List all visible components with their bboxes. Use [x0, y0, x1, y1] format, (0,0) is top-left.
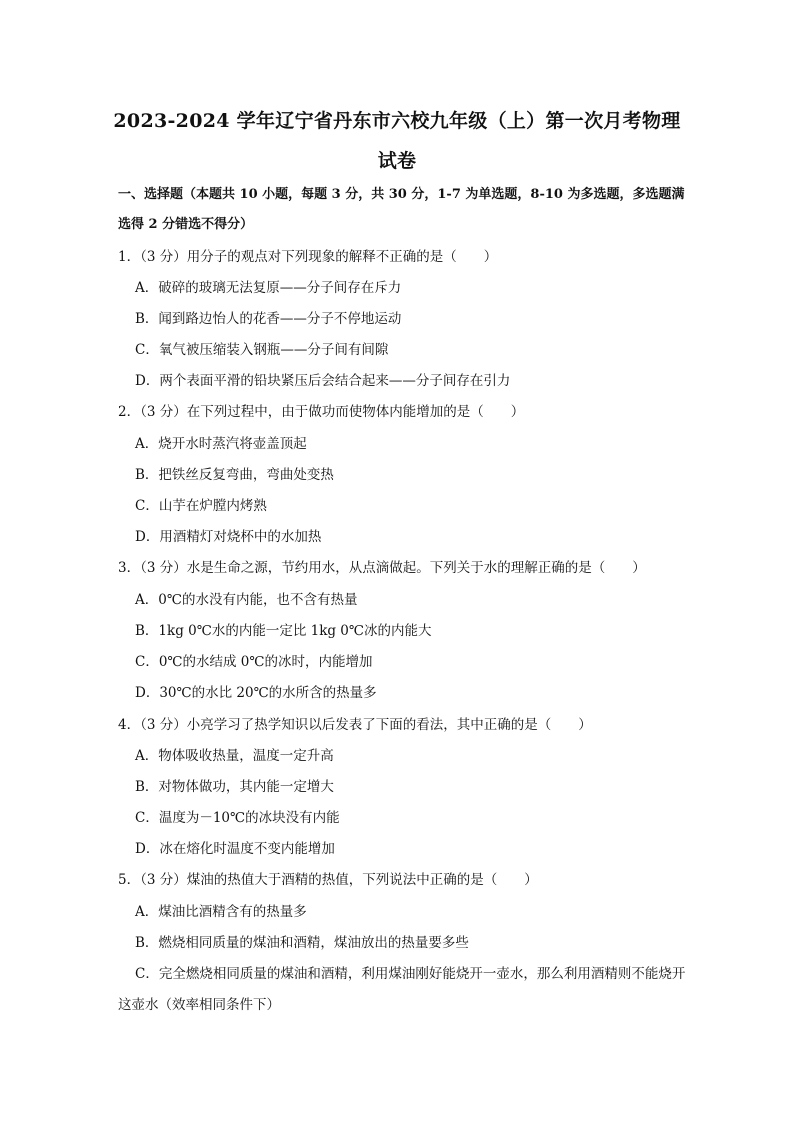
section-heading: 一、选择题（本题共 10 小题，每题 3 分，共 30 分，1-7 为单选题，8-10 为多选题，多选题满选得 2 分错选不得分）	[118, 187, 685, 232]
question-1-option-b: B．闻到路边怡人的花香——分子不停地运动	[135, 311, 402, 327]
question-3-option-c: C．0℃的水结成 0℃的冰时，内能增加	[135, 654, 373, 670]
question-5-option-c: C．完全燃烧相同质量的煤油和酒精，利用煤油刚好能烧开一壶水，那么利用酒精则不能烧开这壶水（效率相同条件下）	[118, 966, 686, 1013]
question-4-stem: 4．（3 分）小亮学习了热学知识以后发表了下面的看法，其中正确的是（ ）	[118, 717, 592, 733]
exam-title-line-1: 2023-2024 学年辽宁省丹东市六校九年级（上）第一次月考物理	[113, 110, 681, 132]
question-4-option-b: B．对物体做功，其内能一定增大	[135, 779, 334, 795]
question-3-stem: 3．（3 分）水是生命之源，节约用水，从点滴做起。下列关于水的理解正确的是（ ）	[118, 560, 646, 576]
question-3-option-a: A．0℃的水没有内能，也不含有热量	[135, 592, 358, 608]
question-2-option-c: C．山芋在炉膛内烤熟	[135, 498, 267, 514]
question-1-stem: 1．（3 分）用分子的观点对下列现象的解释不正确的是（ ）	[118, 249, 498, 265]
question-4-option-a: A．物体吸收热量，温度一定升高	[135, 748, 334, 764]
question-1-option-a: A．破碎的玻璃无法复原——分子间存在斥力	[135, 280, 402, 296]
question-2-option-b: B．把铁丝反复弯曲，弯曲处变热	[135, 467, 334, 483]
question-4-option-c: C．温度为－10℃的冰块没有内能	[135, 810, 340, 826]
question-2-option-d: D．用酒精灯对烧杯中的水加热	[135, 529, 322, 545]
question-2-option-a: A．烧开水时蒸汽将壶盖顶起	[135, 436, 307, 452]
question-2-stem: 2．（3 分）在下列过程中，由于做功而使物体内能增加的是（ ）	[118, 404, 525, 420]
exam-title-line-2: 试卷	[377, 150, 417, 172]
question-1-option-d: D．两个表面平滑的铅块紧压后会结合起来——分子间存在引力	[135, 373, 511, 389]
question-1-option-c: C．氧气被压缩装入钢瓶——分子间有间隙	[135, 342, 389, 358]
question-4-option-d: D．冰在熔化时温度不变内能增加	[135, 841, 335, 857]
question-5-stem: 5．（3 分）煤油的热值大于酒精的热值，下列说法中正确的是（ ）	[118, 872, 538, 888]
question-5-option-b: B．燃烧相同质量的煤油和酒精，煤油放出的热量要多些	[135, 935, 469, 951]
question-3-option-d: D．30℃的水比 20℃的水所含的热量多	[135, 685, 377, 701]
question-3-option-b: B．1kg 0℃水的内能一定比 1kg 0℃冰的内能大	[135, 623, 432, 639]
question-5-option-a: A．煤油比酒精含有的热量多	[135, 904, 307, 920]
